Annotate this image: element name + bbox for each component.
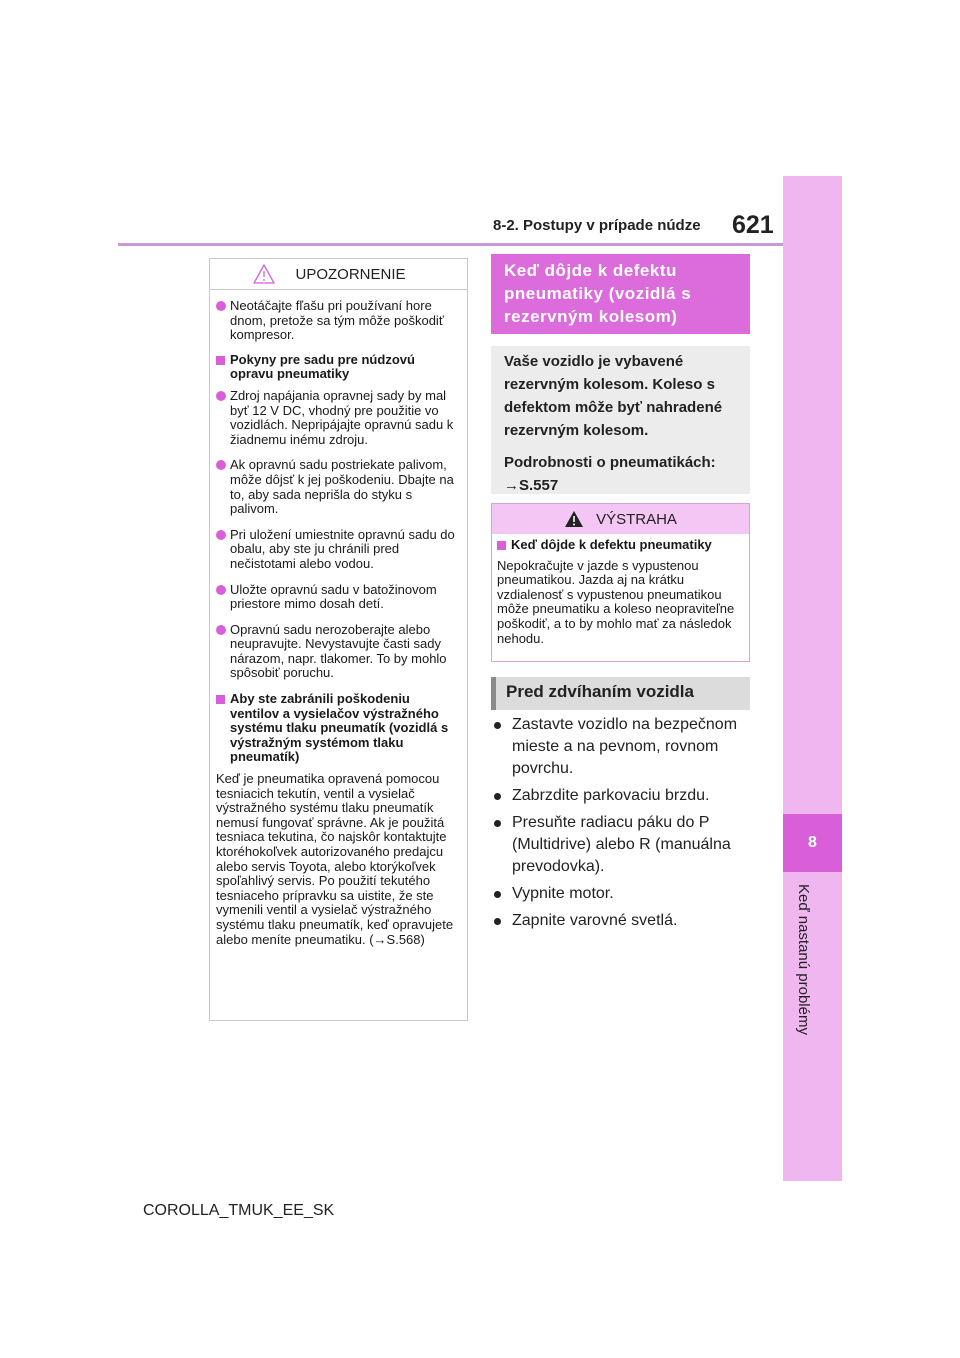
chapter-label: Keď nastanú problémy — [795, 884, 812, 1035]
page-number: 621 — [732, 211, 774, 239]
caution-content — [210, 290, 467, 947]
caution-header — [210, 259, 467, 290]
chapter-side-tab — [783, 176, 842, 1181]
warning-triangle-icon — [253, 264, 275, 284]
bullet-dot-icon — [494, 722, 501, 729]
caution-title: UPOZORNENIE — [295, 265, 406, 283]
page-reference-link[interactable]: →S.557 — [504, 477, 559, 494]
list-item: Vypnite motor. — [491, 883, 761, 905]
bullet-dot-icon — [494, 918, 501, 925]
bullet-dot-icon — [216, 585, 226, 595]
list-item: Zabrzdite parkovaciu brzdu. — [491, 785, 761, 807]
warning-text: Nepokračujte v jazde s vypustenou pneumatikou. Jazda aj na krátku vzdialenosť s vypustenou pneumatikou môže pneumatiku a koleso neopraviteľne poškodiť, a to by mohlo mať za následok nehodu. — [497, 557, 735, 646]
bullet-dot-icon — [216, 530, 226, 540]
caution-item: Zdroj napájania opravnej sady by mal byť 12 V DC, vhodný pre použitie vo vozidlách. Nepripájajte opravnú sadu k žiadnemu inému zdroju. — [216, 389, 461, 447]
section-summary-box — [491, 346, 750, 494]
caution-box — [209, 258, 468, 1021]
list-item: Zapnite varovné svetlá. — [491, 910, 761, 932]
steps-list — [491, 714, 761, 937]
caution-item: Uložte opravnú sadu v batožinovom priestore mimo dosah detí. — [216, 583, 461, 612]
bullet-dot-icon — [216, 391, 226, 401]
caution-subheading: Aby ste zabránili poškodeniu ventilov a vysielačov výstražného systému tlaku pneumatík (vozidlá s výstražným systémom tlaku pneumatík) — [216, 692, 461, 765]
bullet-dot-icon — [494, 793, 501, 800]
caution-item: Opravnú sadu nerozoberajte alebo neupravujte. Nevystavujte časti sady nárazom, napr. tlakomer. To by mohlo spôsobiť poruchu. — [216, 623, 461, 681]
warning-triangle-filled-icon — [564, 510, 584, 528]
caution-paragraph: Keď je pneumatika opravená pomocou tesniacich tekutín, ventil a vysielač výstražného systému tlaku pneumatík nemusí fungovať správne. Ak je použitá tesniaca tekutina, čo najskôr kontaktujte ktoréhokoľvek autorizovaného predajcu alebo servis Toyota, alebo ktorýkoľvek spoľahlivý servis. Po použití tekutého tesniaceho prípravku sa uistite, že ste vymenili ventil a vysielač výstražného systému tlaku pneumatík, keď opravujete alebo meníte pneumatiku. (→S.568) — [216, 771, 454, 947]
caution-item: Ak opravnú sadu postriekate palivom, môže dôjsť k jej poškodeniu. Dbajte na to, aby sada neprišla do styku s palivom. — [216, 458, 461, 516]
chapter-number: 8 — [783, 814, 842, 872]
warning-header — [492, 504, 749, 534]
list-item: Presuňte radiacu páku do P (Multidrive) alebo R (manuálna prevodovka). — [491, 812, 761, 878]
list-item: Zastavte vozidlo na bezpečnom mieste a na pevnom, rovnom povrchu. — [491, 714, 761, 780]
section-title: 8-2. Postupy v prípade núdze — [493, 217, 701, 234]
caution-item: Neotáčajte fľašu pri používaní hore dnom, pretože sa tým môže poškodiť kompresor. — [216, 299, 461, 343]
bullet-dot-icon — [216, 460, 226, 470]
bullet-square-icon — [216, 356, 225, 365]
details-label: Podrobnosti o pneumatikách: — [504, 454, 716, 471]
caution-item: Pri uložení umiestnite opravnú sadu do obalu, aby ste ju chránili pred nečistotami alebo vodou. — [216, 528, 461, 572]
header-divider — [118, 243, 783, 246]
section-heading-before-lifting: Pred zdvíhaním vozidla — [491, 677, 750, 710]
bullet-dot-icon — [216, 625, 226, 635]
bullet-dot-icon — [494, 820, 501, 827]
warning-box — [491, 503, 750, 662]
section-heading-flat-tire: Keď dôjde k defektu pneumatiky (vozidlá s rezervným kolesom) — [491, 254, 750, 334]
warning-content — [492, 534, 749, 646]
bullet-square-icon — [497, 541, 506, 550]
document-code: COROLLA_TMUK_EE_SK — [143, 1202, 335, 1219]
bullet-dot-icon — [494, 891, 501, 898]
warning-title: VÝSTRAHA — [596, 510, 677, 528]
warning-subheading: Keď dôjde k defektu pneumatiky — [497, 538, 744, 553]
summary-text: Vaše vozidlo je vybavené rezervným kolesom. Koleso s defektom môže byť nahradené rezervným kolesom. — [504, 353, 723, 439]
bullet-dot-icon — [216, 301, 226, 311]
caution-subheading: Pokyny pre sadu pre núdzovú opravu pneumatiky — [216, 353, 461, 382]
bullet-square-icon — [216, 695, 225, 704]
